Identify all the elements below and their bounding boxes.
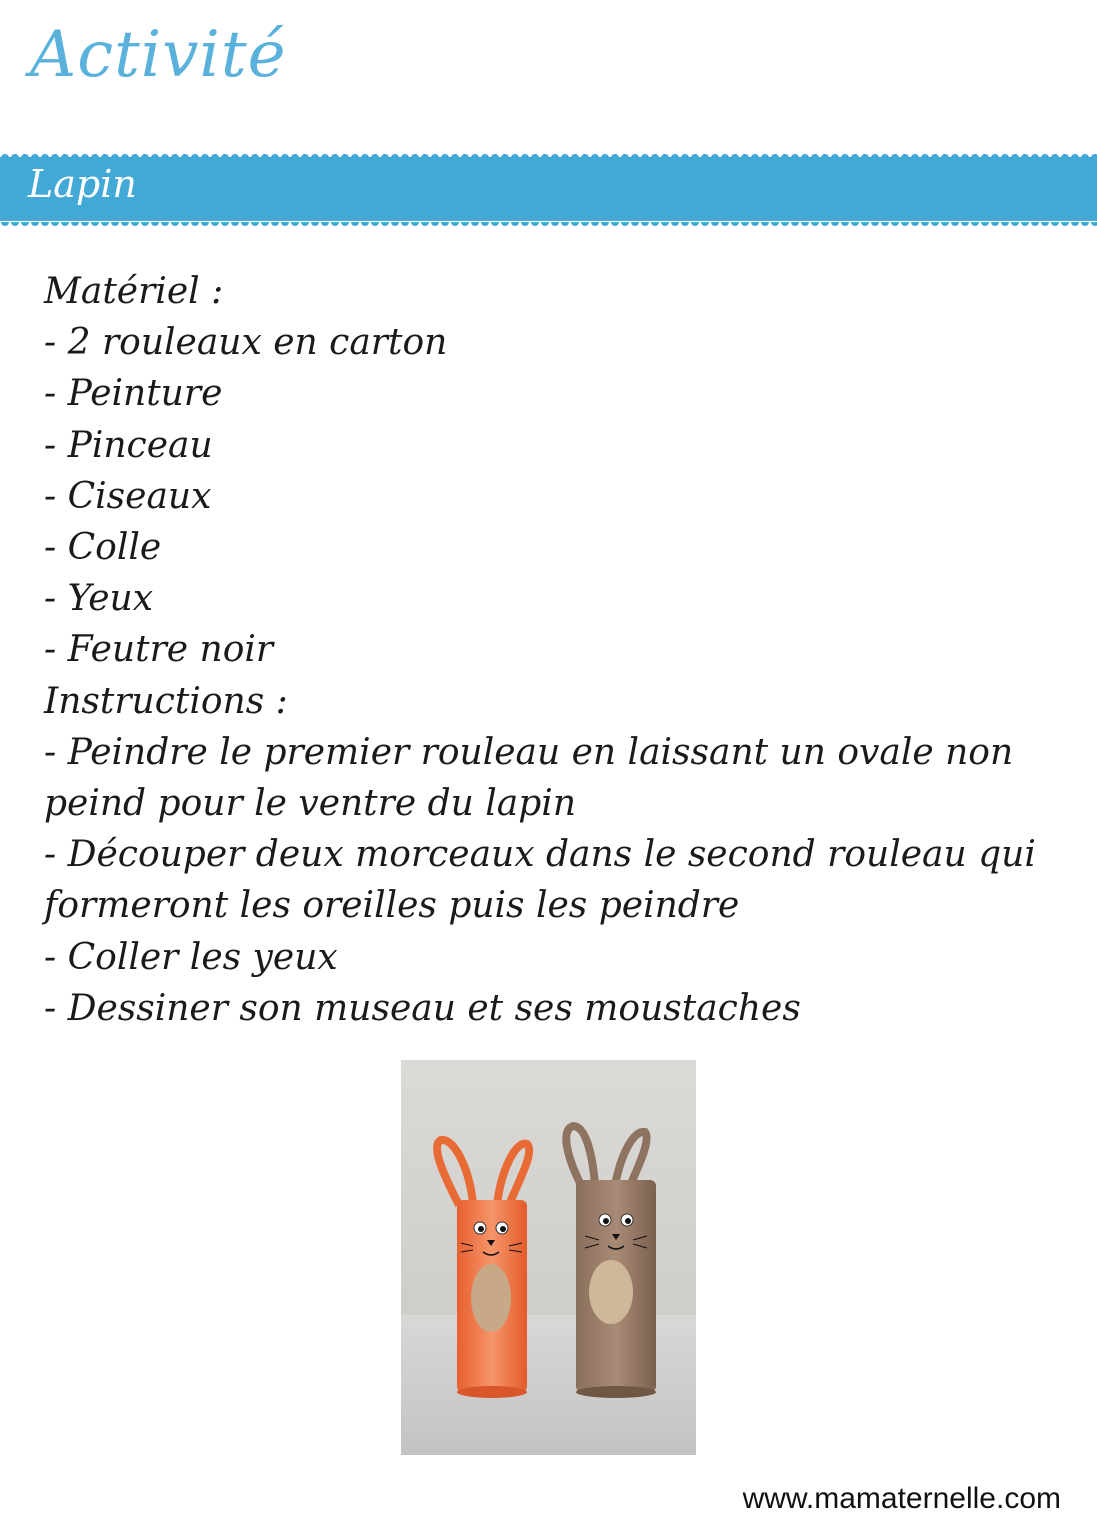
bunny-rolls-photo: [401, 1060, 696, 1455]
materiel-item: - 2 rouleaux en carton: [44, 322, 448, 364]
materiel-item: - Peinture: [44, 373, 223, 415]
materiel-item: - Pinceau: [44, 424, 213, 466]
instruction-step: - Découper deux morceaux dans le second rouleau qui formeront les oreilles puis les peindre: [44, 834, 1036, 927]
materiel-item: - Feutre noir: [44, 629, 274, 671]
page-title: Activité: [30, 18, 287, 92]
banner-title: Lapin: [28, 162, 137, 206]
materiel-heading: Matériel :: [44, 271, 224, 312]
website-footer: www.mamaternelle.com: [742, 1482, 1061, 1515]
materiel-item: - Yeux: [44, 578, 154, 620]
materiel-item: - Colle: [44, 527, 162, 569]
instructions-heading: Instructions :: [44, 680, 288, 722]
banner-background: [0, 150, 1097, 228]
instruction-step: - Dessiner son museau et ses moustaches: [44, 987, 801, 1029]
instruction-step: - Coller les yeux: [44, 936, 338, 978]
title-banner: [0, 150, 1097, 228]
instruction-step: - Peindre le premier rouleau en laissant un ovale non peind pour le ventre du lapin: [44, 731, 1014, 825]
materiel-item: - Ciseaux: [44, 475, 212, 517]
activity-content: [44, 266, 1074, 1034]
